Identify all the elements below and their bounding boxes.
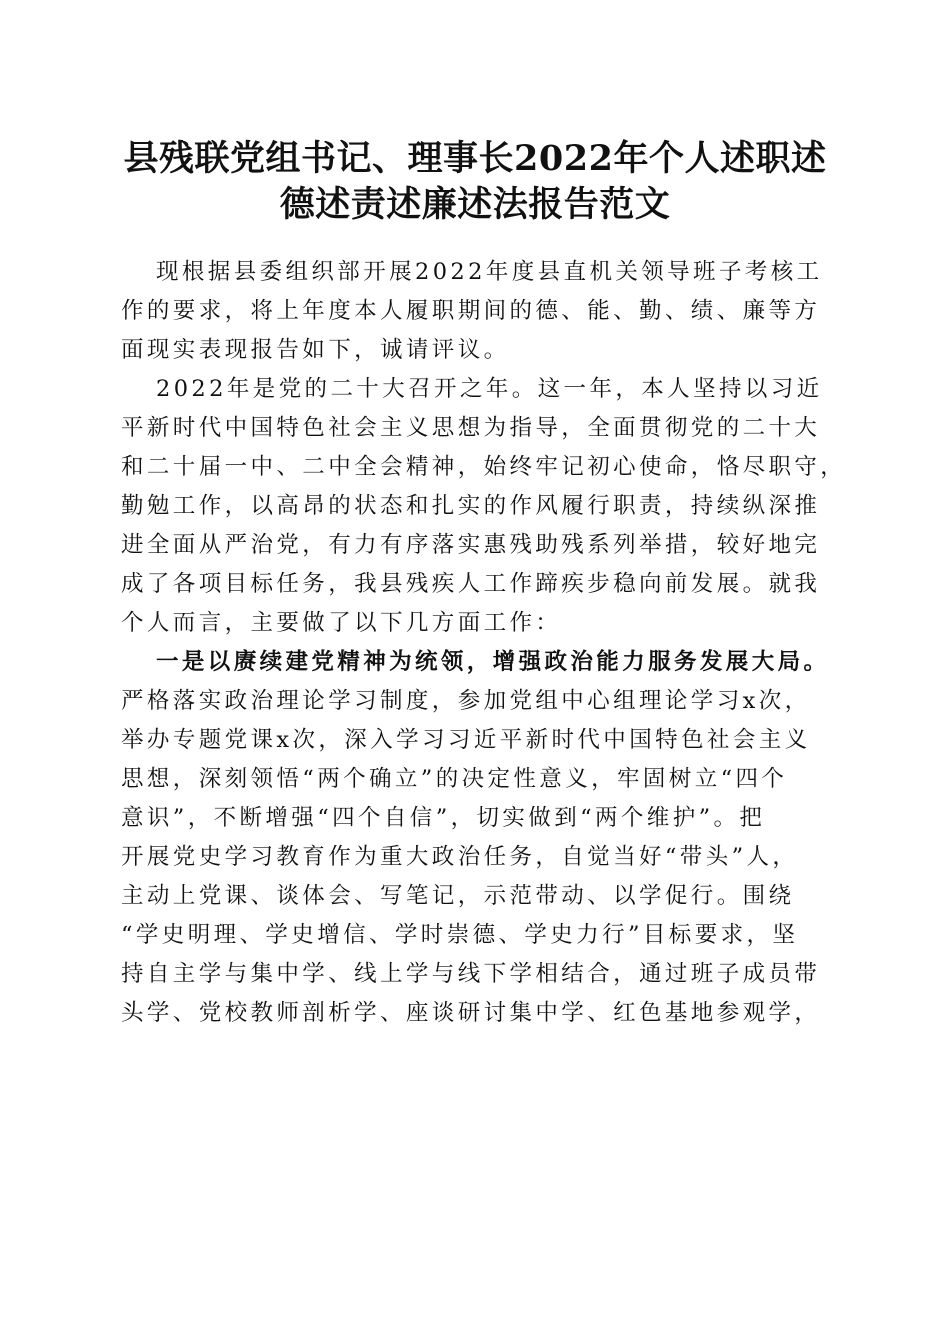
text-line: 现根据县委组织部开展2022年度县直机关领导班子考核工 bbox=[156, 259, 823, 285]
text-line: “学史明理、学史增信、学时崇德、学史力行”目标要求，坚 bbox=[121, 922, 799, 948]
text-line: 思想，深刻领悟“两个确立”的决定性意义，牢固树立“四个 bbox=[121, 766, 788, 792]
text-line: 意识”，不断增强“四个自信”，切实做到“两个维护”。把 bbox=[121, 805, 766, 831]
text-line: 进全面从严治党，有力有序落实惠残助残系列举措，较好地完 bbox=[121, 532, 821, 558]
text-line: 头学、党校教师剖析学、座谈研讨集中学、红色基地参观学， bbox=[121, 1000, 821, 1026]
text-line: 勤勉工作，以高昂的状态和扎实的作风履行职责，持续纵深推 bbox=[121, 493, 821, 519]
text-line: 严格落实政治理论学习制度，参加党组中心组理论学习x次， bbox=[121, 688, 811, 714]
text-line: 和二十届一中、二中全会精神，始终牢记初心使命，恪尽职守， bbox=[121, 454, 847, 480]
text-line: 持自主学与集中学、线上学与线下学相结合，通过班子成员带 bbox=[121, 961, 821, 987]
text-line: 个人而言，主要做了以下几方面工作： bbox=[121, 610, 562, 636]
paragraph-intro bbox=[121, 253, 831, 370]
paragraph-political bbox=[121, 643, 831, 1033]
title-line-2: 德述责述廉述法报告范文 bbox=[279, 184, 671, 225]
text-line: 开展党史学习教育作为重大政治任务，自觉当好“带头”人， bbox=[121, 844, 799, 870]
text-line: 作的要求，将上年度本人履职期间的德、能、勤、绩、廉等方 bbox=[121, 298, 821, 324]
text-line: 成了各项目标任务，我县残疾人工作蹄疾步稳向前发展。就我 bbox=[121, 571, 821, 597]
text-line: 主动上党课、谈体会、写笔记，示范带动、以学促行。围绕 bbox=[121, 883, 795, 909]
text-line: 平新时代中国特色社会主义思想为指导，全面贯彻党的二十大 bbox=[121, 415, 821, 441]
title-line-1: 县残联党组书记、理事长2022年个人述职述 bbox=[123, 138, 827, 179]
section-heading: 一是以赓续建党精神为统领，增强政治能力服务发展大局。 bbox=[156, 649, 830, 675]
document-body bbox=[121, 253, 847, 1033]
document-title bbox=[110, 136, 840, 228]
text-line: 面现实表现报告如下，诚请评议。 bbox=[121, 337, 510, 363]
text-line: 举办专题党课x次，深入学习习近平新时代中国特色社会主义 bbox=[121, 727, 811, 753]
text-line: 2022年是党的二十大召开之年。这一年，本人坚持以习近 bbox=[156, 376, 823, 402]
paragraph-overview bbox=[121, 370, 847, 643]
